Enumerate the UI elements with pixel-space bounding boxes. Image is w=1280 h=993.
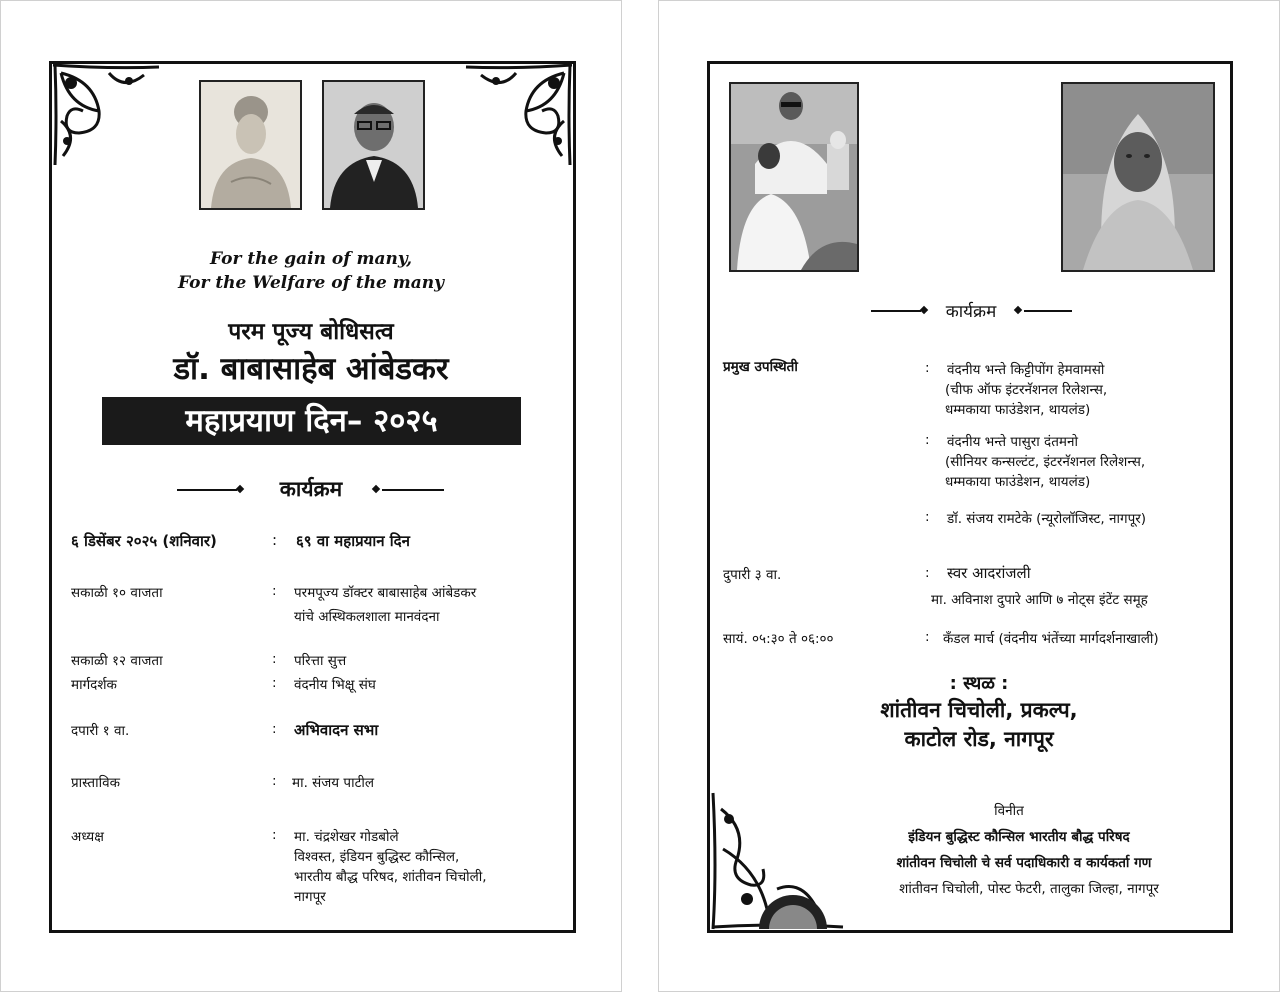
org-line-1: इंडियन बुद्धिस्ट कौन्सिल भारतीय बौद्ध परिषद xyxy=(908,829,1130,845)
mahaprayan-banner: महाप्रयाण दिन– २०२५ xyxy=(102,397,521,445)
schedule-separator: : xyxy=(272,583,277,599)
venue-line-1: शांतीवन चिचोली, प्रकल्प, xyxy=(880,698,1078,722)
guest-detail-line2: धम्मकाया फाउंडेशन, थायलंड) xyxy=(945,474,1091,490)
guest-name: वंदनीय भन्ते पासुरा दंतमनो xyxy=(947,434,1078,450)
schedule-value-line2: विश्वस्त, इंडियन बुद्धिस्ट कौन्सिल, xyxy=(294,849,460,865)
address-line: शांतीवन चिचोली, पोस्ट फेटरी, तालुका जिल्हा, नागपूर xyxy=(899,881,1159,897)
evening-separator: : xyxy=(925,629,930,645)
schedule-label: प्रास्ताविक xyxy=(71,775,120,791)
afternoon-value-line2: मा. अविनाश दुपारे आणि ७ नोट्स इंटेंट समूह xyxy=(931,592,1148,608)
schedule-value: अभिवादन सभा xyxy=(294,721,379,739)
afternoon-value: स्वर आदरांजली xyxy=(947,564,1031,582)
evening-label: सायं. ०५:३० ते ०६:०० xyxy=(723,631,834,647)
schedule-separator: : xyxy=(272,675,277,691)
corner-ornament-top-left-icon xyxy=(49,61,169,171)
left-page xyxy=(0,0,622,992)
heading-divider-right xyxy=(382,489,444,491)
right-page xyxy=(658,0,1280,992)
schedule-value: मा. संजय पाटील xyxy=(292,775,375,791)
heading-divider-right xyxy=(1024,310,1072,312)
schedule-label: दपारी १ वा. xyxy=(71,723,130,739)
section-heading: कार्यक्रम xyxy=(279,477,343,501)
guest-detail-line2: धम्मकाया फाउंडेशन, थायलंड) xyxy=(945,402,1091,418)
guest-separator: : xyxy=(925,360,930,376)
group-photo-icon xyxy=(731,84,857,270)
heading-divider-left xyxy=(177,489,237,491)
evening-value: कॅंडल मार्च (वंदनीय भंतेंच्या मार्गदर्शनाखाली) xyxy=(943,631,1159,647)
schedule-label: सकाळी १२ वाजता xyxy=(71,653,163,669)
motto-line-1: For the gain of many, xyxy=(209,249,413,269)
schedule-label: ६ डिसेंबर २०२५ (शनिवार) xyxy=(71,532,217,550)
schedule-separator: : xyxy=(272,531,278,549)
schedule-separator: : xyxy=(272,721,277,737)
corner-ornament-top-right-icon xyxy=(456,61,576,171)
schedule-label: अध्यक्ष xyxy=(71,829,104,845)
ambedkar-portrait-icon xyxy=(324,82,423,208)
elder-woman-photo-icon xyxy=(1063,84,1213,270)
guest-detail-line1: (सीनियर कन्सल्टंट, इंटरनॅशनल रिलेशन्स, xyxy=(945,454,1146,470)
schedule-value-line3: भारतीय बौद्ध परिषद, शांतीवन चिचोली, xyxy=(294,869,487,885)
guest-detail-line1: (चीफ ऑफ इंटरनॅशनल रिलेशन्स, xyxy=(945,382,1108,398)
group-photo xyxy=(729,82,859,272)
buddha-portrait xyxy=(199,80,302,210)
guest-separator: : xyxy=(925,432,930,448)
schedule-value: वंदनीय भिक्षू संघ xyxy=(294,677,376,693)
schedule-value: परित्ता सुत्त xyxy=(294,653,347,669)
schedule-value-line2: यांचे अस्थिकलशाला मानवंदना xyxy=(294,609,440,625)
guest-name: वंदनीय भन्ते किट्टीपोंग हेमवामसो xyxy=(947,362,1105,378)
guests-label: प्रमुख उपस्थिती xyxy=(723,359,798,375)
title-line-2: डॉ. बाबासाहेब आंबेडकर xyxy=(173,351,449,387)
title-line-1: परम पूज्य बोधिसत्व xyxy=(228,319,394,345)
ambedkar-portrait xyxy=(322,80,425,210)
schedule-separator: : xyxy=(272,651,277,667)
corner-ornament-bottom-left-icon xyxy=(707,789,847,933)
schedule-value: परमपूज्य डॉक्टर बाबासाहेब आंबेडकर xyxy=(294,585,477,601)
venue-line-2: काटोल रोड, नागपूर xyxy=(904,727,1054,751)
schedule-separator: : xyxy=(272,773,277,789)
motto-line-2: For the Welfare of the many xyxy=(177,273,445,293)
guest-name: डॉ. संजय रामटेके (न्यूरोलॉजिस्ट, नागपूर) xyxy=(947,511,1147,527)
schedule-value-line4: नागपूर xyxy=(294,889,326,905)
schedule-value: मा. चंद्रशेखर गोडबोले xyxy=(294,829,399,845)
elder-woman-photo xyxy=(1061,82,1215,272)
guest-separator: : xyxy=(925,509,930,525)
vinit-label: विनीत xyxy=(994,803,1024,819)
afternoon-label: दुपारी ३ वा. xyxy=(723,567,782,583)
schedule-label: सकाळी १० वाजता xyxy=(71,585,163,601)
section-heading: कार्यक्रम xyxy=(945,302,997,322)
schedule-label: मार्गदर्शक xyxy=(71,677,117,693)
org-line-2: शांतीवन चिचोली चे सर्व पदाधिकारी व कार्यकर्ता गण xyxy=(896,855,1152,871)
schedule-value: ६९ वा महाप्रयान दिन xyxy=(296,532,410,550)
schedule-separator: : xyxy=(272,827,277,843)
buddha-portrait-icon xyxy=(201,82,300,208)
heading-divider-left xyxy=(871,310,921,312)
afternoon-separator: : xyxy=(925,565,930,581)
venue-heading: : स्थळ : xyxy=(949,673,1009,694)
